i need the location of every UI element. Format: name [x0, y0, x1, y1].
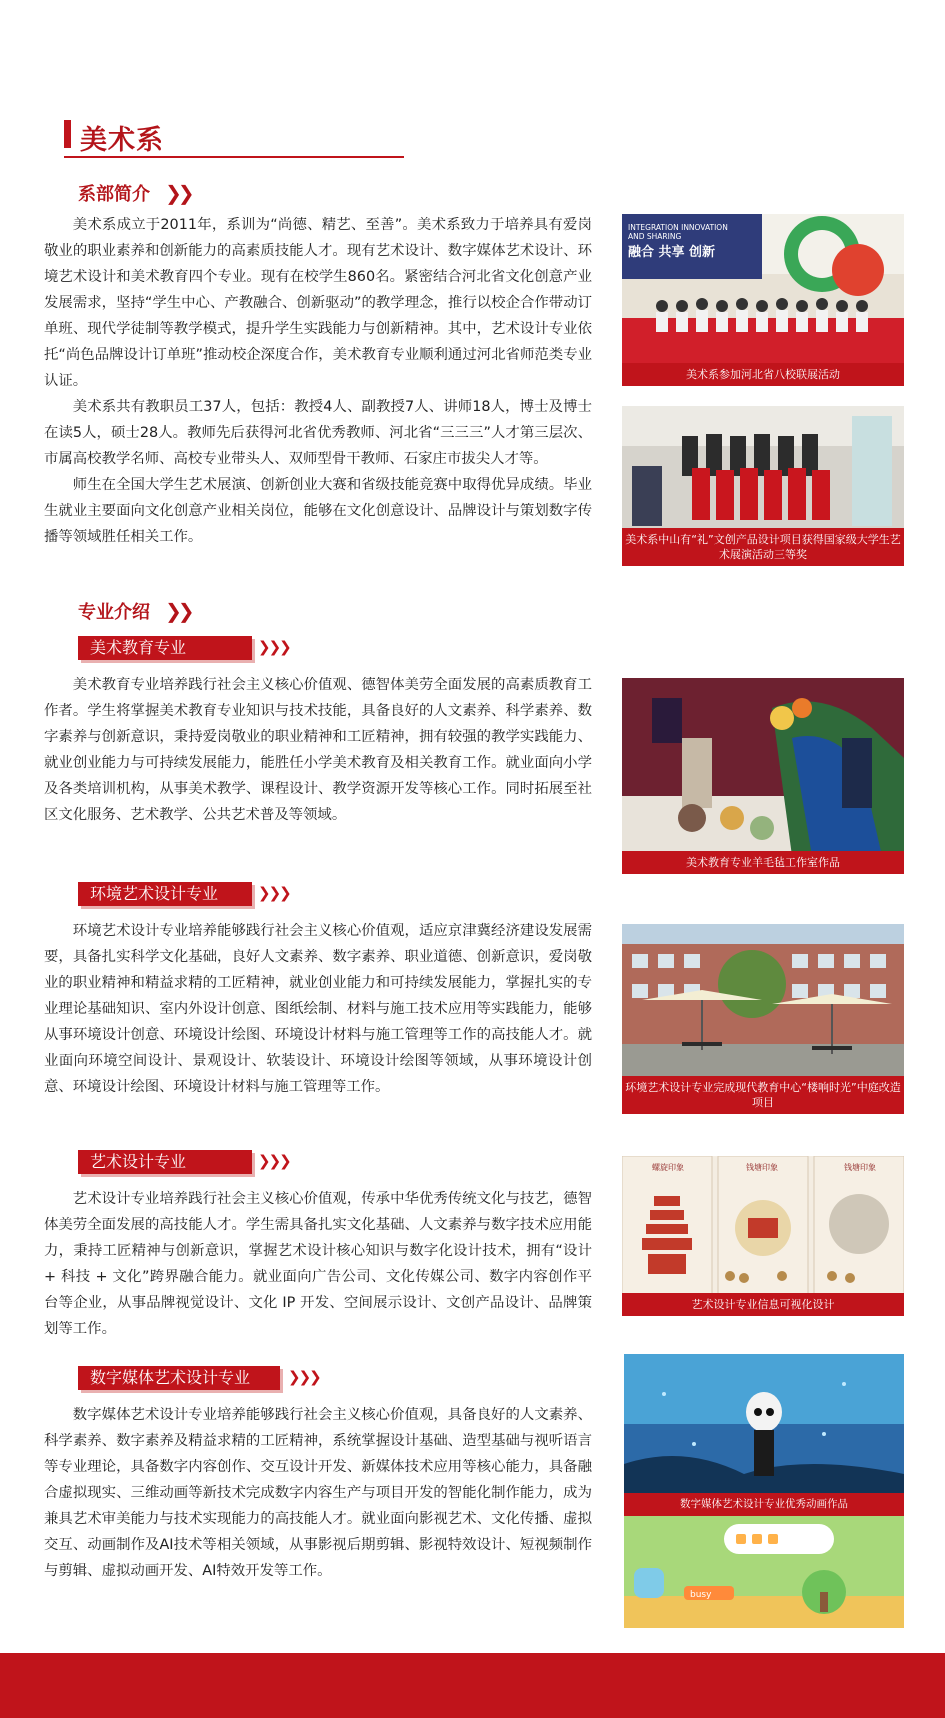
double-chevron-icon: ❯❯: [165, 181, 191, 205]
major-paragraph: 环境艺术设计专业培养能够践行社会主义核心价值观，适应京津冀经济建设发展需要，具备扎实科学文化基础，良好人文素养、数字素养、职业道德、创新意识，爱岗敬业的职业精神和精益求精的工匠精神，就业创业能力和可持续发展能力，掌握扎实的专业理论基础知识、室内外设计创意、图纸绘制、材料与施工技术应用等实践能力，能够从事环境设计创意、环境设计绘图、环境设计材料与施工管理等工作的高技能人才。就业面向环境空间设计、景观设计、软装设计、环境设计绘图等领域，从事环境设计创意、环境设计绘图、环境设计材料与施工管理等工作。: [44, 923, 592, 1095]
triple-chevron-icon: ❯❯❯: [258, 638, 290, 656]
photo-felt-works: [622, 678, 904, 874]
intro-heading-row: [78, 180, 191, 206]
poster-title: 钱塘印象: [746, 1163, 778, 1172]
photo-animation-bottom: [624, 1516, 904, 1628]
intro-text: [44, 212, 592, 550]
major-text: [44, 1186, 592, 1342]
photo-caption: 艺术设计专业信息可视化设计: [622, 1293, 904, 1316]
photo-caption: 环境艺术设计专业完成现代教育中心“楼响时光”中庭改造项目: [622, 1076, 904, 1114]
double-chevron-icon: ❯❯: [165, 599, 191, 623]
intro-paragraph: 美术系共有教职员工37人，包括：教授4人、副教授7人、讲师18人，博士及博士在读5人，硕士28人。教师先后获得河北省优秀教师、河北省“三三三”人才第三层次、市属高校教学名师、高校专业带头人、双师型骨干教师、石家庄市拔尖人才等。: [44, 399, 592, 467]
major-paragraph: 艺术设计专业培养践行社会主义核心价值观，传承中华优秀传统文化与技艺，德智体美劳全面发展的高技能人才。学生需具备扎实文化基础、人文素养与数字技术应用能力，秉持工匠精神与创新意识，掌握艺术设计核心知识与数字化设计技术，拥有“设计 + 科技 + 文化”跨界融合能力。就业面向广告公司、文化传媒公司、数字内容创作平台等企业，从事品牌视觉设计、文化 IP 开发、空间展示设计、文创产品设计、品牌策划等工作。: [44, 1191, 592, 1337]
intro-paragraph: 美术系成立于2011年，系训为“尚德、精艺、至善”。美术系致力于培养具有爱岗敬业的职业素养和创新能力的高素质技能人才。现有艺术设计、数字媒体艺术设计、环境艺术设计和美术教育四个专业。现有在校学生860名。紧密结合河北省文化创意产业发展需求，坚持“学生中心、产教融合、创新驱动”的教学理念，推行以校企合作带动订单班、现代学徒制等教学模式，提升学生实践能力与创新精神。其中，艺术设计专业依托“尚色品牌设计订单班”推动校企深度合作，美术教育专业顺利通过河北省师范类专业认证。: [44, 217, 592, 389]
majors-heading-row: [78, 598, 191, 624]
photo-courtyard-renovation: [622, 924, 904, 1114]
photo-award-group: [622, 406, 904, 566]
intro-paragraph: 师生在全国大学生艺术展演、创新创业大赛和省级技能竞赛中取得优异成绩。毕业生就业主要面向文化创意产业相关岗位，能够在文化创意设计、品牌设计与策划数字传播等领域胜任相关工作。: [44, 477, 592, 545]
photo-caption: 美术系参加河北省八校联展活动: [622, 363, 904, 386]
major-text: [44, 918, 592, 1100]
photo-info-visualization: [622, 1156, 904, 1316]
triple-chevron-icon: ❯❯❯: [288, 1368, 320, 1386]
triple-chevron-icon: ❯❯❯: [258, 884, 290, 902]
photo-caption: 美术系中山有“礼”文创产品设计项目获得国家级大学生艺术展演活动三等奖: [622, 528, 904, 566]
major-paragraph: 美术教育专业培养践行社会主义核心价值观、德智体美劳全面发展的高素质教育工作者。学生将掌握美术教育专业知识与技术技能，具备良好的人文素养、科学素养、数字素养与创新意识，秉持爱岗敬业的职业精神和工匠精神，拥有较强的教学实践能力、就业创业能力与可持续发展能力，能胜任小学美术教育及相关教育工作。就业面向小学及各类培训机构，从事美术教学、课程设计、教学资源开发等核心工作。同时拓展至社区文化服务、艺术教学、公共艺术普及等领域。: [44, 677, 592, 823]
major-tag: 艺术设计专业: [78, 1150, 252, 1174]
photo-caption: 美术教育专业羊毛毡工作室作品: [622, 851, 904, 874]
major-paragraph: 数字媒体艺术设计专业培养能够践行社会主义核心价值观，具备良好的人文素养、科学素养、数字素养及精益求精的工匠精神，系统掌握设计基础、造型基础与视听语言等专业理论，具备数字内容创作、交互设计开发、新媒体技术应用等核心能力，具备融合虚拟现实、三维动画等新技术完成数字内容生产与项目开发的智能化制作能力，成为兼具艺术审美能力与技术实现能力的高技能人才。就业面向影视艺术、文化传播、虚拟交互、动画制作及AI技术等相关领域，从事影视后期剪辑、影视特效设计、短视频制作与剪辑、虚拟动画开发、AI特效开发等工作。: [44, 1407, 592, 1579]
poster-title: 螺旋印象: [652, 1163, 684, 1172]
major-tag: 美术教育专业: [78, 636, 252, 660]
photo-eight-school-exhibition: [622, 214, 904, 386]
major-text: [44, 1402, 592, 1584]
page-title: 美术系: [80, 125, 164, 156]
intro-heading: 系部简介: [78, 184, 150, 205]
major-text: [44, 672, 592, 828]
majors-heading: 专业介绍: [78, 602, 150, 623]
animation-bubble-text: busy: [690, 1590, 712, 1600]
banner-text-line: INTEGRATION INNOVATION: [628, 223, 728, 232]
banner-text-line: AND SHARING: [628, 232, 682, 241]
title-accent-bar: [64, 120, 71, 148]
banner-text-line: 融合 共享 创新: [628, 245, 716, 260]
major-tag: 数字媒体艺术设计专业: [78, 1366, 280, 1390]
photo-animation-top: [624, 1354, 904, 1516]
footer-bar: [0, 1653, 945, 1718]
poster-title: 钱塘印象: [844, 1163, 876, 1172]
triple-chevron-icon: ❯❯❯: [258, 1152, 290, 1170]
major-tag: 环境艺术设计专业: [78, 882, 252, 906]
photo-caption: 数字媒体艺术设计专业优秀动画作品: [624, 1493, 904, 1516]
title-underline: [64, 156, 404, 158]
